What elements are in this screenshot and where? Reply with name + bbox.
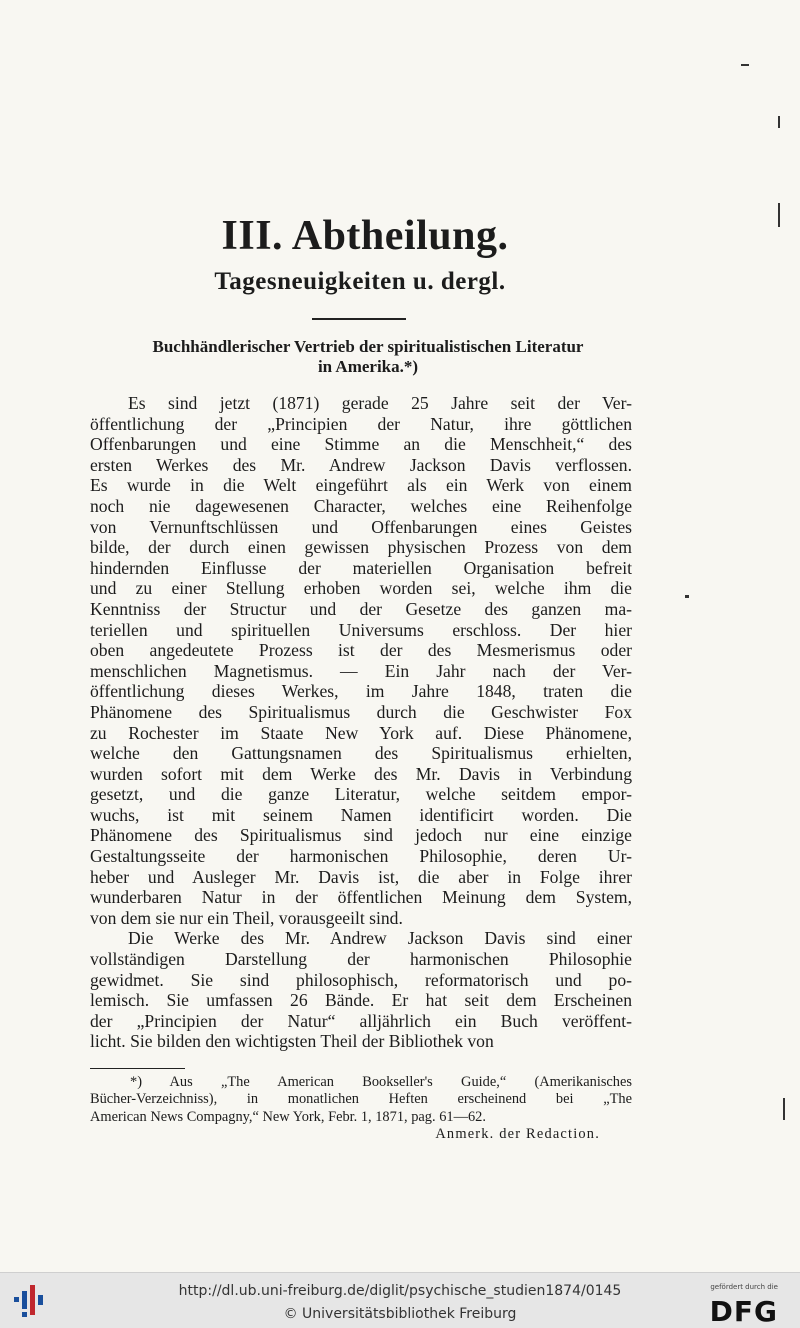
body-line: hindernden Einflusse der materiellen Organisation befreit	[90, 557, 632, 578]
margin-mark	[741, 64, 749, 66]
body-line: Die Werke des Mr. Andrew Jackson Davis sind einer	[128, 928, 632, 949]
body-line: heber und Ausleger Mr. Davis ist, die aber in Folge ihrer	[90, 866, 632, 887]
body-line: Gestaltungsseite der harmonischen Philosophie, deren Ur-	[90, 846, 632, 867]
article-title-line: in Amerika.*)	[317, 357, 419, 376]
copyright-notice: © Universitätsbibliothek Freiburg	[283, 1306, 517, 1322]
body-line: welche den Gattungsnamen des Spiritualismus erhielten,	[90, 743, 632, 764]
body-line: zu Rochester im Staate New York auf. Diese Phänomene,	[90, 722, 632, 743]
body-line: wuchs, ist mit seinem Namen identificirt worden. Die	[90, 804, 632, 825]
margin-mark	[783, 1098, 785, 1120]
body-line: der „Principien der Natur“ alljährlich ein Buch veröffent-	[90, 1010, 632, 1031]
body-line: öffentlichung dieses Werkes, im Jahre 1848, traten die	[90, 681, 632, 702]
body-line: gesetzt, und die ganze Literatur, welche seitdem empor-	[90, 784, 632, 805]
footnote-rule	[90, 1068, 185, 1069]
dfg-wordmark: DFG	[709, 1295, 778, 1328]
dfg-logo-icon[interactable]	[702, 1279, 788, 1328]
body-line: wunderbaren Natur in der öffentlichen Meinung dem System,	[90, 887, 632, 908]
body-line: und zu einer Stellung erhoben worden sei, welche ihm die	[90, 578, 632, 599]
body-line: noch nie dagewesenen Character, welches eine Reihenfolge	[90, 495, 632, 516]
heading-rule	[312, 318, 406, 320]
section-heading: III. Abtheilung.	[221, 213, 509, 259]
body-line: oben angedeutete Prozess ist der des Mesmerismus oder	[90, 640, 632, 661]
body-line: Phänomene des Spiritualismus durch die Geschwister Fox	[90, 701, 632, 722]
body-line: bilde, der durch einen gewissen physischen Prozess von dem	[90, 537, 632, 558]
body-line: von dem sie nur ein Theil, vorausgeeilt sind.	[90, 907, 403, 928]
body-line: Es wurde in die Welt eingeführt als ein Werk von einem	[90, 475, 632, 496]
body-line: teriellen und spirituellen Universums erschloss. Der hier	[90, 619, 632, 640]
body-line: Offenbarungen und eine Stimme an die Menschheit,“ des	[90, 434, 632, 455]
body-line: licht. Sie bilden den wichtigsten Theil der Bibliothek von	[90, 1031, 494, 1052]
margin-mark	[685, 595, 689, 598]
body-line: öffentlichung der „Principien der Natur, ihre göttlichen	[90, 413, 632, 434]
footnote-line: Bücher-Verzeichniss), in monatlichen Heften erscheinend bei „The	[90, 1091, 632, 1108]
section-subtitle: Tagesneuigkeiten u. dergl.	[214, 268, 506, 295]
body-line: vollständigen Darstellung der harmonischen Philosophie	[90, 949, 632, 970]
margin-mark	[778, 203, 780, 227]
article-title-line: Buchhändlerischer Vertrieb der spiritualistischen Literatur	[152, 337, 584, 356]
footnote-signature: Anmerk. der Redaction.	[435, 1126, 600, 1143]
footnote	[90, 1074, 632, 1144]
dfg-caption: gefördert durch die	[710, 1283, 778, 1291]
article-title	[88, 337, 648, 377]
body-line: Kenntniss der Structur und der Gesetze des ganzen ma-	[90, 598, 632, 619]
body-line: lemisch. Sie umfassen 26 Bände. Er hat seit dem Erscheinen	[90, 990, 632, 1011]
margin-mark	[778, 116, 780, 128]
viewer-footer	[0, 1272, 800, 1328]
permalink[interactable]: http://dl.ub.uni-freiburg.de/diglit/psychische_studien1874/0145	[178, 1283, 622, 1299]
body-line: von Vernunftschlüssen und Offenbarungen eines Geistes	[90, 516, 632, 537]
footnote-line: American News Compagny,“ New York, Febr. 1, 1871, pag. 61—62.	[90, 1108, 486, 1125]
article-body	[90, 393, 632, 1052]
body-line: Es sind jetzt (1871) gerade 25 Jahre seit der Ver-	[128, 393, 632, 413]
body-line: gewidmet. Sie sind philosophisch, reformatorisch und po-	[90, 969, 632, 990]
body-line: ersten Werkes des Mr. Andrew Jackson Davis verflossen.	[90, 454, 632, 475]
body-line: wurden sofort mit dem Werke des Mr. Davis in Verbindung	[90, 763, 632, 784]
footnote-line: *) Aus „The American Bookseller's Guide,“ (Amerikanisches	[130, 1074, 632, 1090]
body-line: menschlichen Magnetismus. — Ein Jahr nach der Ver-	[90, 660, 632, 681]
body-line: Phänomene des Spiritualismus sind jedoch nur eine einzige	[90, 825, 632, 846]
